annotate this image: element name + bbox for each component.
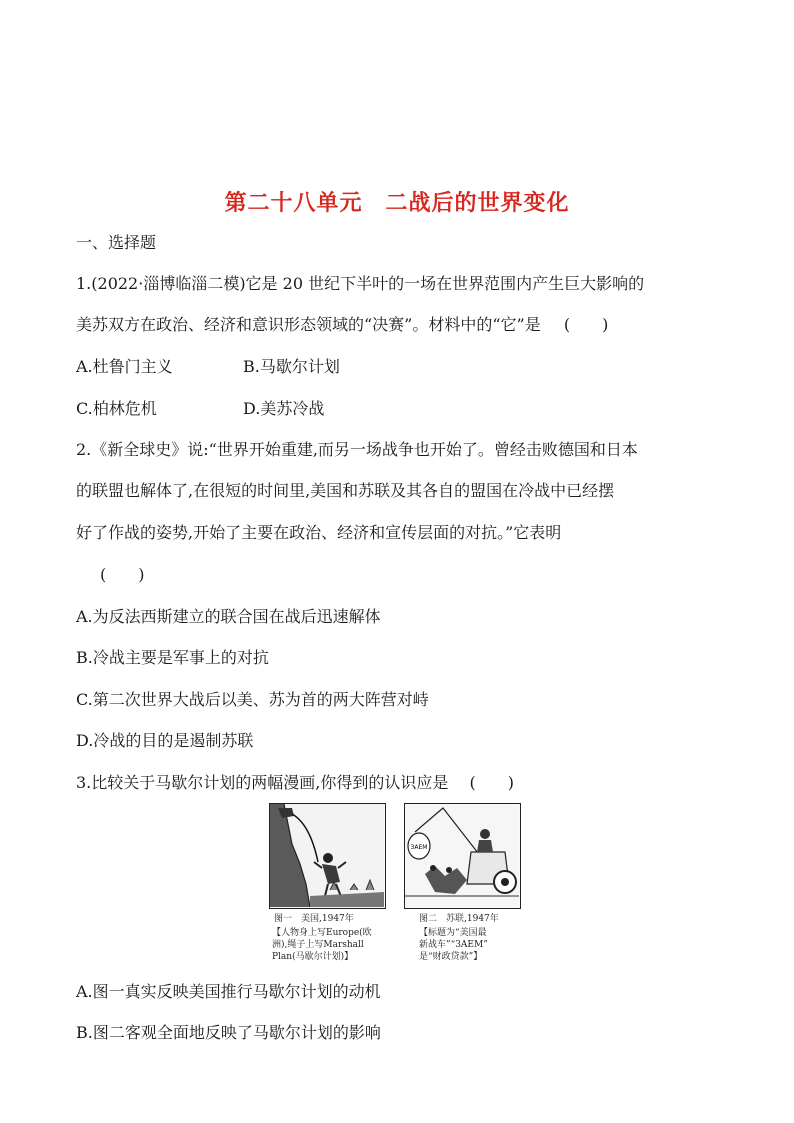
q1-option-d: D.美苏冷战	[243, 399, 325, 418]
q1-stem-line2	[76, 314, 608, 336]
marshall-plan-cartoons	[269, 803, 521, 965]
fig2-caption: 图二 苏联,1947年	[419, 914, 499, 924]
q3-answer-bracket: ( )	[469, 773, 514, 792]
q2-answer-bracket: ( )	[100, 565, 145, 584]
cartoon-figure-2	[404, 803, 521, 909]
q3-stem-line1	[76, 772, 514, 794]
q1-option-c: C.柏林危机	[76, 399, 157, 418]
fig1-note-line2: 洲),绳子上写Marshall	[272, 940, 364, 950]
q1-option-b: B.马歇尔计划	[243, 357, 340, 376]
q1-stem-line1: 1.(2022·淄博临淄二模)它是 20 世纪下半叶的一场在世界范围内产生巨大影响的	[76, 274, 645, 293]
fig2-note-line2: 新战车”“3AEM”	[419, 940, 488, 950]
q2-option-a: A.为反法西斯建立的联合国在战后迅速解体	[76, 607, 381, 626]
cartoon-1-illustration	[270, 804, 384, 907]
q2-option-d: D.冷战的目的是遏制苏联	[76, 731, 254, 750]
q2-stem-line3: 好了作战的姿势,开始了主要在政治、经济和宣传层面的对抗。”它表明	[76, 523, 562, 542]
q1-answer-bracket: ( )	[563, 315, 609, 334]
fig1-note-line3: Plan(马歇尔计划)】	[272, 952, 354, 962]
q3-option-b: B.图二客观全面地反映了马歇尔计划的影响	[76, 1023, 381, 1042]
section-heading: 一、选择题	[76, 233, 157, 252]
q2-option-c: C.第二次世界大战后以美、苏为首的两大阵营对峙	[76, 690, 429, 709]
fig2-note-line3: 是“财政贷款”】	[419, 952, 483, 962]
q3-stem-text: 3.比较关于马歇尔计划的两幅漫画,你得到的认识应是	[76, 773, 449, 792]
q2-option-b: B.冷战主要是军事上的对抗	[76, 648, 269, 667]
fig1-caption: 图一 美国,1947年	[274, 914, 354, 924]
fig2-note-line1: 【标题为“美国最	[419, 928, 487, 938]
svg-text:3AEM: 3AEM	[410, 844, 428, 851]
cartoon-2-illustration	[405, 804, 519, 907]
cartoon-figure-1	[269, 803, 386, 909]
q1-option-a: A.杜鲁门主义	[76, 357, 173, 376]
unit-title: 第二十八单元 二战后的世界变化	[224, 191, 570, 216]
q2-stem-line2: 的联盟也解体了,在很短的时间里,美国和苏联及其各自的盟国在冷战中已经摆	[76, 481, 615, 500]
q1-stem-text: 美苏双方在政治、经济和意识形态领域的“决赛”。材料中的“它”是	[76, 315, 541, 334]
q2-stem-line1: 2.《新全球史》说:“世界开始重建,而另一场战争也开始了。曾经击败德国和日本	[76, 440, 638, 459]
q3-option-a: A.图一真实反映美国推行马歇尔计划的动机	[76, 982, 381, 1001]
fig1-note-line1: 【人物身上写Europe(欧	[272, 928, 372, 938]
